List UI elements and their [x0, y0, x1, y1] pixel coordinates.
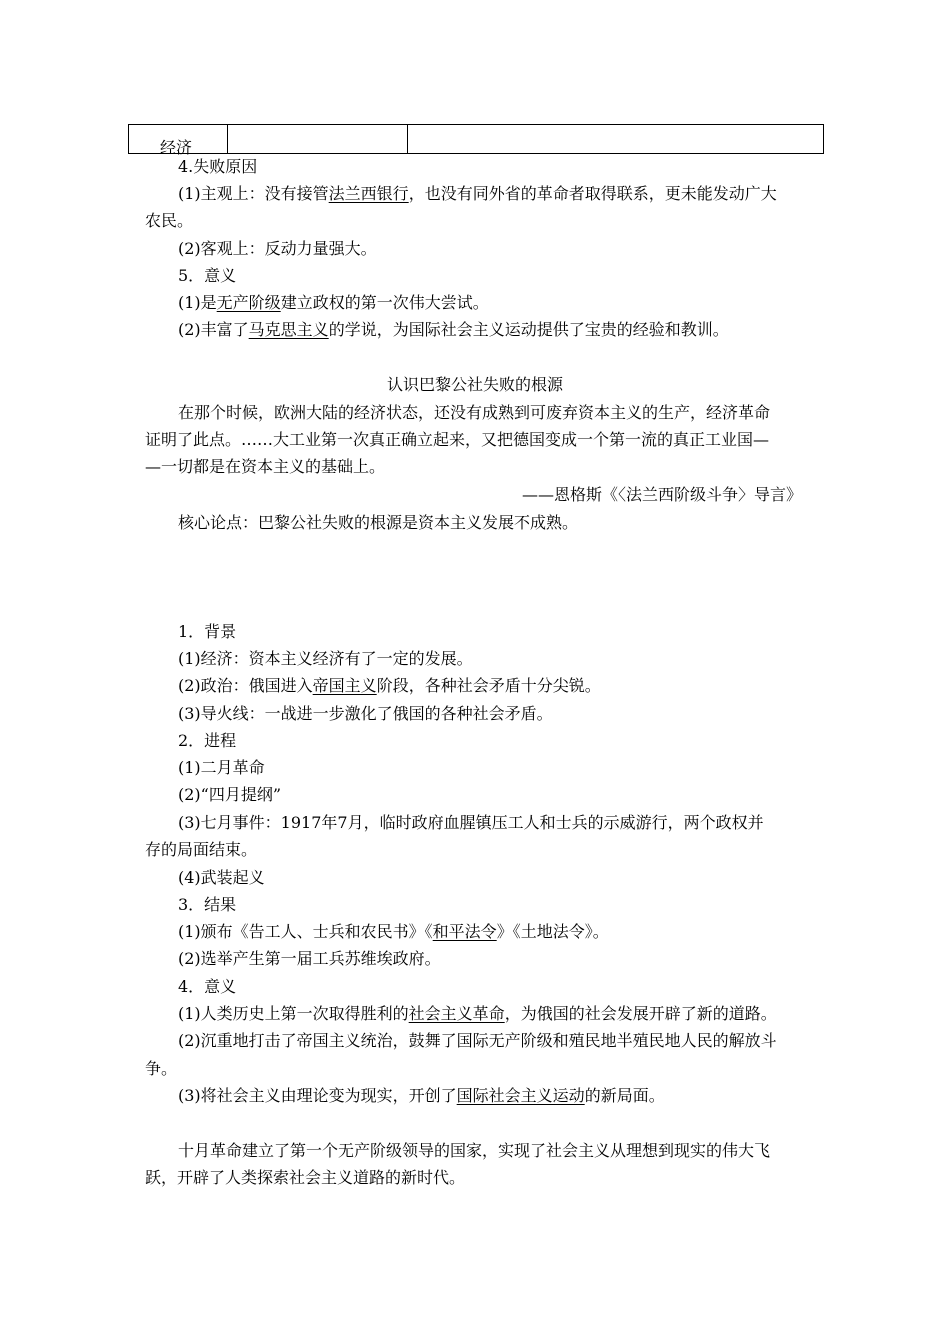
- paragraph: (3)将社会主义由理论变为现实，开创了国际社会主义运动的新局面。: [178, 1086, 665, 1105]
- core-point: 核心论点：巴黎公社失败的根源是资本主义发展不成熟。: [178, 513, 579, 532]
- paragraph: (1)主观上：没有接管法兰西银行，也没有同外省的革命者取得联系，更未能发动广大: [178, 184, 777, 203]
- key-term: 法兰西银行: [328, 184, 409, 203]
- section-heading: 3．结果: [178, 895, 237, 914]
- key-term: 无产阶级: [216, 293, 281, 312]
- key-term: 社会主义革命: [408, 1004, 505, 1023]
- paragraph-continuation: 农民。: [145, 211, 194, 230]
- table-row-label: 经济: [160, 138, 193, 157]
- paragraph: (1)是无产阶级建立政权的第一次伟大尝试。: [178, 293, 489, 312]
- paragraph-continuation: 争。: [145, 1059, 178, 1078]
- quote-source: ——恩格斯《〈法兰西阶级斗争〉导言》: [521, 485, 802, 504]
- key-term: 国际社会主义运动: [456, 1086, 585, 1105]
- paragraph: (3)导火线：一战进一步激化了俄国的各种社会矛盾。: [178, 704, 553, 723]
- section-heading: 4.失败原因: [178, 157, 258, 176]
- section-heading: 1．背景: [178, 622, 237, 641]
- paragraph-continuation: 存的局面结束。: [145, 840, 258, 859]
- section-heading: 5．意义: [178, 266, 237, 285]
- quote-line: 在那个时候，欧洲大陆的经济状态，还没有成熟到可废弃资本主义的生产，经济革命: [178, 403, 771, 422]
- table-cell: [227, 125, 408, 153]
- paragraph: (3)七月事件：1917年7月，临时政府血腥镇压工人和士兵的示威游行，两个政权并: [178, 813, 764, 832]
- paragraph: (1)颁布《告工人、士兵和农民书》《和平法令》《土地法令》。: [178, 922, 609, 941]
- quote-line: —一切都是在资本主义的基础上。: [145, 457, 386, 476]
- comparison-table-row: [128, 124, 824, 154]
- paragraph: (1)人类历史上第一次取得胜利的社会主义革命，为俄国的社会发展开辟了新的道路。: [178, 1004, 777, 1023]
- summary-line: 跃，开辟了人类探索社会主义道路的新时代。: [145, 1168, 466, 1187]
- paragraph: (2)“四月提纲”: [178, 785, 282, 804]
- paragraph: (2)沉重地打击了帝国主义统治，鼓舞了国际无产阶级和殖民地半殖民地人民的解放斗: [178, 1031, 777, 1050]
- paragraph: (2)客观上：反动力量强大。: [178, 239, 377, 258]
- key-term: 马克思主义: [248, 320, 329, 339]
- quote-line: 证明了此点。……大工业第一次真正确立起来，又把德国变成一个第一流的真正工业国—: [145, 430, 770, 449]
- paragraph: (1)经济：资本主义经济有了一定的发展。: [178, 649, 473, 668]
- paragraph: (2)丰富了马克思主义的学说，为国际社会主义运动提供了宝贵的经验和教训。: [178, 320, 729, 339]
- box-title: 认识巴黎公社失败的根源: [386, 375, 563, 394]
- summary-line: 十月革命建立了第一个无产阶级领导的国家，实现了社会主义从理想到现实的伟大飞: [178, 1141, 771, 1160]
- key-term: 和平法令: [432, 922, 497, 941]
- paragraph: (2)选举产生第一届工兵苏维埃政府。: [178, 949, 441, 968]
- key-term: 帝国主义: [312, 676, 377, 695]
- section-heading: 2．进程: [178, 731, 237, 750]
- paragraph: (1)二月革命: [178, 758, 265, 777]
- paragraph: (4)武装起义: [178, 868, 265, 887]
- paragraph: (2)政治：俄国进入帝国主义阶段，各种社会矛盾十分尖锐。: [178, 676, 601, 695]
- section-heading: 4．意义: [178, 977, 237, 996]
